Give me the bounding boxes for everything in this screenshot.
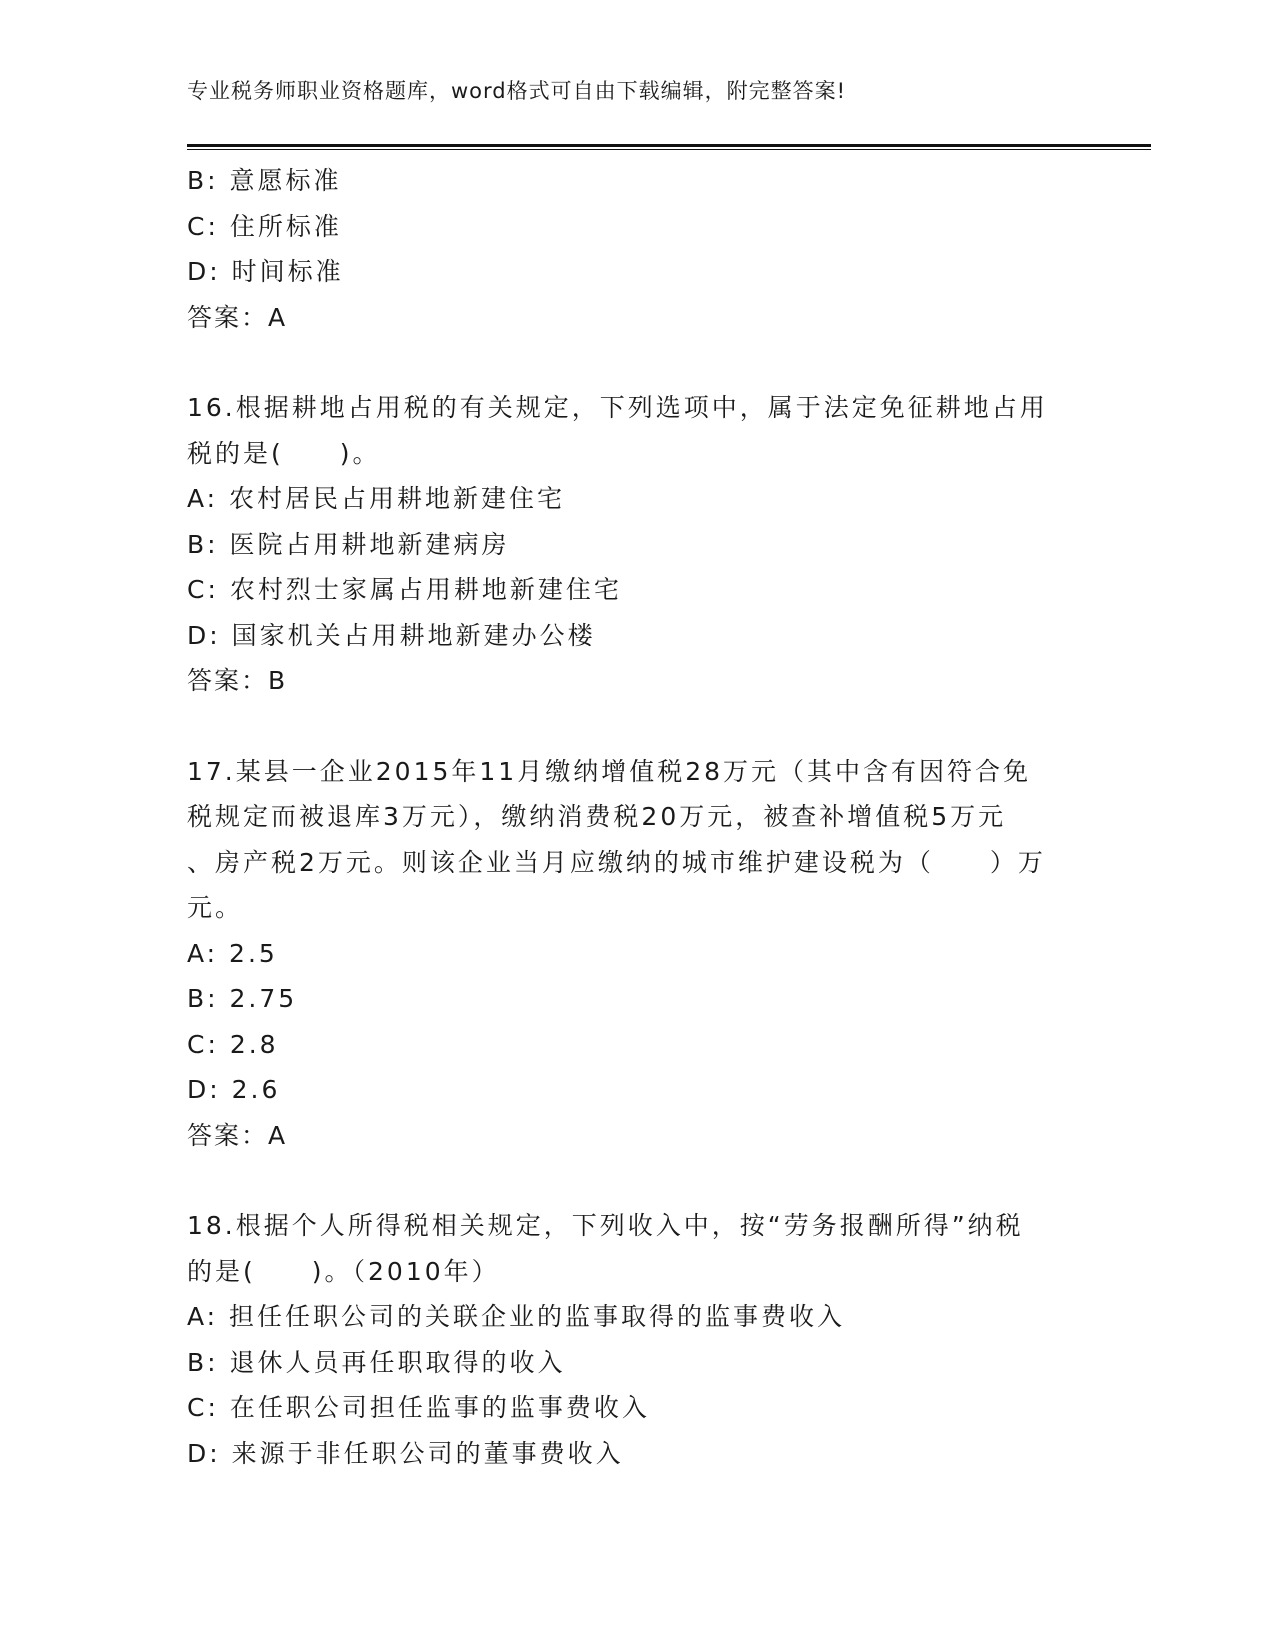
question-text-line: 16.根据耕地占用税的有关规定，下列选项中，属于法定免征耕地占用 xyxy=(187,393,1048,422)
option-c: C: 农村烈士家属占用耕地新建住宅 xyxy=(187,575,622,604)
question-text-line: 税规定而被退库3万元），缴纳消费税20万元，被查补增值税5万元 xyxy=(187,802,1007,831)
option-b: B: 意愿标准 xyxy=(187,166,342,195)
option-d: D: 时间标准 xyxy=(187,257,344,286)
option-c: C: 在任职公司担任监事的监事费收入 xyxy=(187,1393,650,1422)
question-15-tail xyxy=(187,158,1067,340)
spacer xyxy=(187,704,1067,749)
option-d: D: 国家机关占用耕地新建办公楼 xyxy=(187,620,596,650)
option-a: A: 担任任职公司的关联企业的监事取得的监事费收入 xyxy=(187,1302,846,1331)
question-content xyxy=(187,158,1067,1476)
option-b: B: 医院占用耕地新建病房 xyxy=(187,529,510,559)
answer-line: 答案：B xyxy=(187,666,288,695)
option-d: D: 来源于非任职公司的董事费收入 xyxy=(187,1438,624,1468)
answer-line: 答案：A xyxy=(187,302,288,332)
header-divider xyxy=(187,144,1151,150)
question-text-line: 的是( )。（2010年） xyxy=(187,1256,500,1286)
question-17 xyxy=(187,749,1067,1159)
option-b: B: 退休人员再任职取得的收入 xyxy=(187,1347,566,1377)
question-16 xyxy=(187,385,1067,704)
option-b: B: 2.75 xyxy=(187,984,298,1013)
question-text-line: 元。 xyxy=(187,893,244,922)
page-header: 专业税务师职业资格题库，word格式可自由下载编辑，附完整答案! xyxy=(187,79,847,103)
option-d: D: 2.6 xyxy=(187,1075,281,1104)
option-c: C: 2.8 xyxy=(187,1029,279,1059)
question-text-line: 17.某县一企业2015年11月缴纳增值税28万元（其中含有因符合免 xyxy=(187,756,1032,786)
option-c: C: 住所标准 xyxy=(187,211,342,241)
question-text-line: 税的是( )。 xyxy=(187,438,381,468)
answer-line: 答案：A xyxy=(187,1120,288,1150)
spacer xyxy=(187,1158,1067,1203)
option-a: A: 2.5 xyxy=(187,938,278,968)
question-text-line: 18.根据个人所得税相关规定，下列收入中，按“劳务报酬所得”纳税 xyxy=(187,1211,1024,1240)
question-text-line: 、房产税2万元。则该企业当月应缴纳的城市维护建设税为（ ）万 xyxy=(187,847,1046,877)
question-18 xyxy=(187,1203,1067,1476)
spacer xyxy=(187,340,1067,385)
option-a: A: 农村居民占用耕地新建住宅 xyxy=(187,484,566,513)
